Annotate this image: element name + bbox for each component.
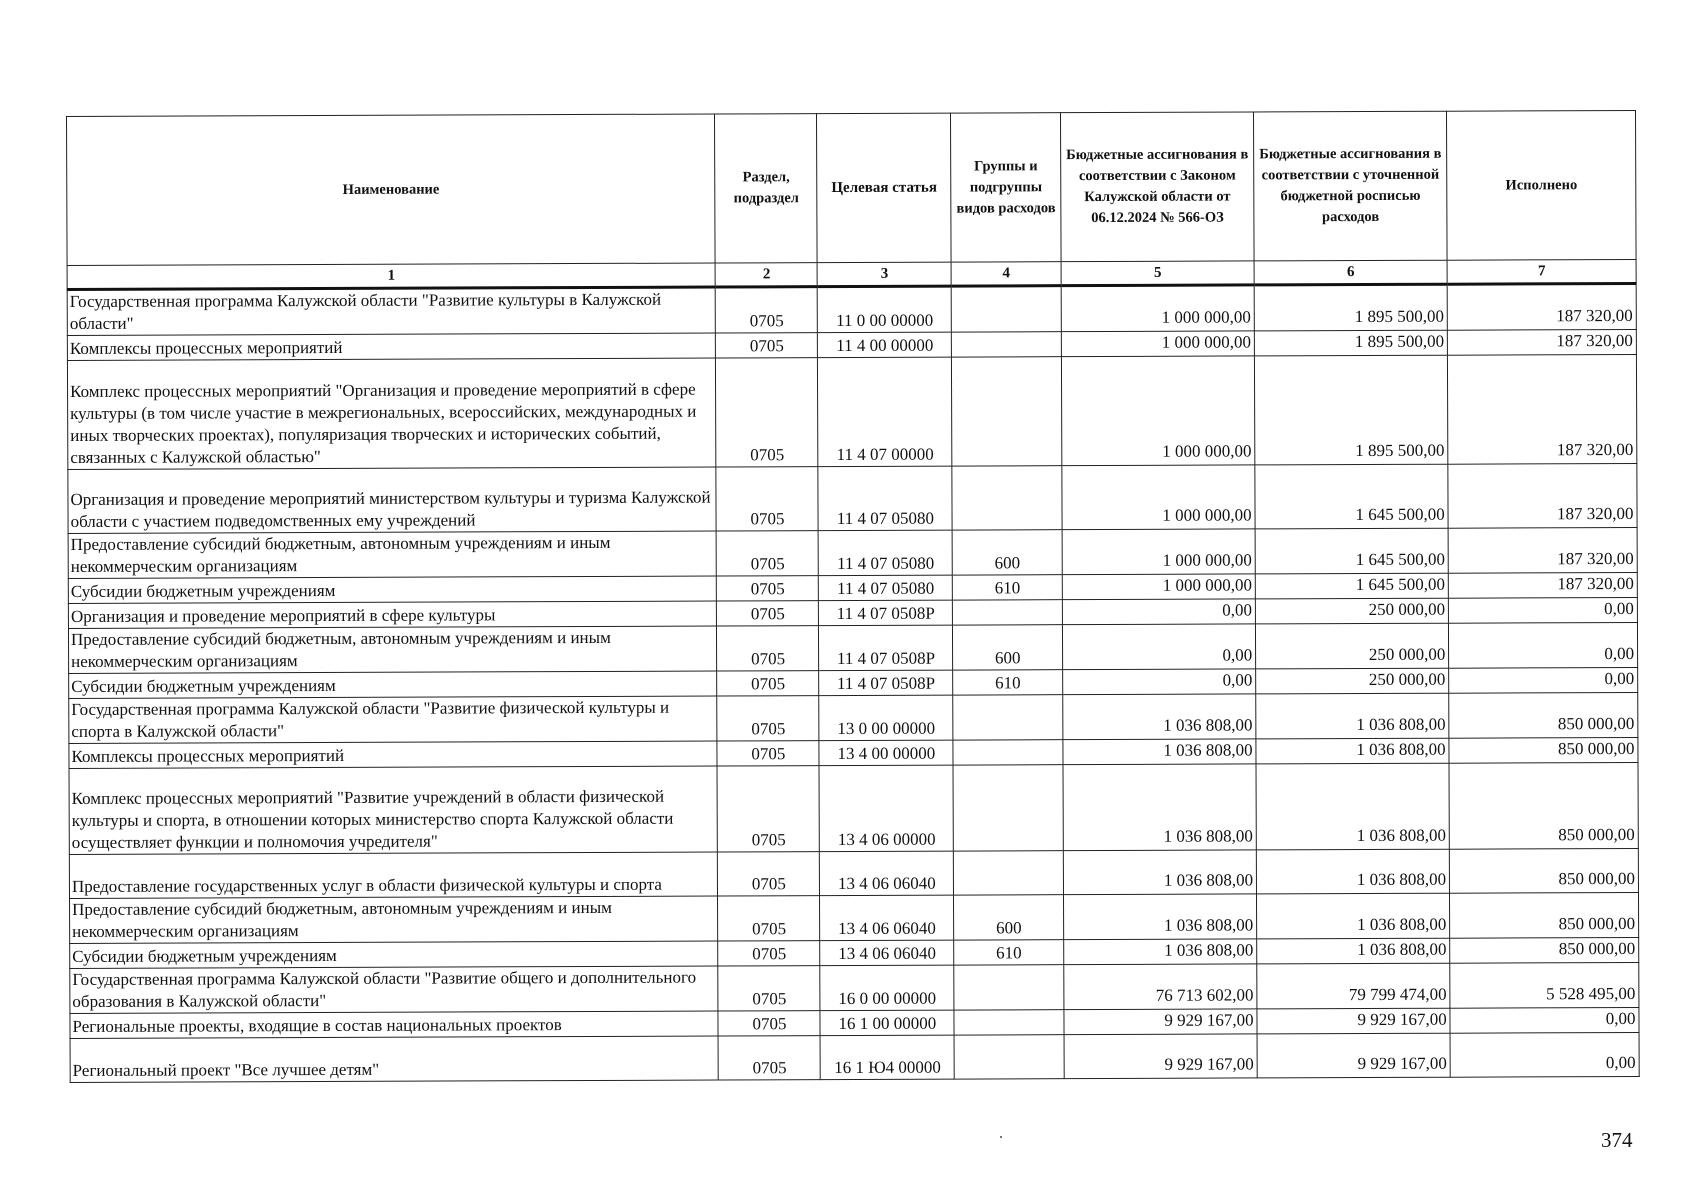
cell-law: 1 000 000,00 xyxy=(1062,529,1255,575)
header-refined: Бюджетные ассигнования в соответствии с уточненной бюджетной росписью расходов xyxy=(1254,111,1448,261)
cell-law: 9 929 167,00 xyxy=(1064,1009,1257,1035)
column-number: 2 xyxy=(716,263,818,287)
cell-name: Региональные проекты, входящие в состав национальных проектов xyxy=(70,1011,719,1038)
cell-group xyxy=(954,851,1064,895)
cell-target: 11 4 07 0508Р xyxy=(819,670,953,696)
column-number: 6 xyxy=(1254,260,1447,285)
cell-group xyxy=(952,466,1062,530)
cell-done: 187 320,00 xyxy=(1448,527,1637,573)
cell-section: 0705 xyxy=(717,741,819,766)
cell-law: 1 000 000,00 xyxy=(1062,465,1255,530)
cell-law: 9 929 167,00 xyxy=(1064,1034,1257,1079)
cell-refined: 1 036 808,00 xyxy=(1256,849,1449,894)
cell-section: 0705 xyxy=(716,358,818,467)
table-row xyxy=(70,1032,1639,1082)
cell-law: 1 036 808,00 xyxy=(1063,850,1256,895)
cell-group: 610 xyxy=(953,575,1063,600)
cell-refined: 1 645 500,00 xyxy=(1255,528,1448,574)
scan-dot xyxy=(1000,1136,1002,1138)
cell-target: 11 4 00 00000 xyxy=(818,332,952,358)
cell-law: 1 000 000,00 xyxy=(1061,356,1255,466)
cell-refined: 1 895 500,00 xyxy=(1254,330,1447,356)
cell-done: 0,00 xyxy=(1449,667,1638,693)
column-number: 4 xyxy=(951,262,1061,286)
cell-law: 1 000 000,00 xyxy=(1061,285,1254,332)
cell-group xyxy=(954,965,1064,1010)
cell-done: 5 528 495,00 xyxy=(1450,962,1639,1008)
cell-group: 610 xyxy=(953,670,1063,695)
cell-done: 850 000,00 xyxy=(1450,937,1639,963)
cell-name: Организация и проведение мероприятий министерством культуры и туризма Калужской области с участием подведомственных ему учреждений xyxy=(68,467,717,533)
cell-refined: 1 036 808,00 xyxy=(1257,938,1450,964)
cell-refined: 1 895 500,00 xyxy=(1255,355,1449,465)
cell-target: 11 4 07 0508Р xyxy=(819,625,953,671)
cell-group xyxy=(953,695,1063,740)
table-row xyxy=(68,622,1637,673)
cell-done: 187 320,00 xyxy=(1447,283,1636,330)
cell-done: 850 000,00 xyxy=(1450,848,1639,893)
cell-refined: 1 645 500,00 xyxy=(1255,573,1448,599)
cell-done: 0,00 xyxy=(1450,1007,1639,1033)
cell-name: Государственная программа Калужской области "Развитие физической культуры и спорта в Калужской области" xyxy=(69,696,718,743)
header-target: Целевая статья xyxy=(817,113,951,263)
table-row xyxy=(70,892,1639,943)
cell-group xyxy=(953,740,1063,765)
cell-name: Предоставление субсидий бюджетным, автономным учреждениям и иным некоммерческим организациям xyxy=(70,896,719,943)
cell-target: 13 4 06 00000 xyxy=(819,765,953,852)
cell-refined: 1 036 808,00 xyxy=(1256,763,1449,850)
cell-done: 0,00 xyxy=(1450,1032,1639,1077)
cell-target: 11 4 07 05080 xyxy=(818,466,952,531)
cell-done: 850 000,00 xyxy=(1449,737,1638,763)
cell-law: 1 036 808,00 xyxy=(1063,764,1256,851)
cell-law: 1 036 808,00 xyxy=(1064,894,1257,940)
table-row xyxy=(68,463,1637,533)
cell-name: Субсидии бюджетным учреждениям xyxy=(69,671,718,698)
cell-done: 0,00 xyxy=(1449,597,1638,623)
cell-done: 187 320,00 xyxy=(1448,354,1637,464)
cell-section: 0705 xyxy=(717,601,819,626)
cell-name: Предоставление субсидий бюджетным, автономным учреждениям и иным некоммерческим организациям xyxy=(68,626,717,673)
cell-target: 16 1 00 00000 xyxy=(820,1010,954,1036)
column-number: 7 xyxy=(1447,259,1636,284)
cell-target: 16 1 Ю4 00000 xyxy=(821,1035,955,1080)
cell-name: Субсидии бюджетным учреждениям xyxy=(68,576,717,603)
cell-law: 1 036 808,00 xyxy=(1063,694,1256,740)
cell-group xyxy=(954,1035,1064,1079)
cell-section: 0705 xyxy=(718,941,820,966)
cell-section: 0705 xyxy=(718,1036,820,1080)
cell-group xyxy=(951,286,1061,332)
cell-section: 0705 xyxy=(718,966,820,1011)
cell-section: 0705 xyxy=(718,896,820,941)
cell-refined: 250 000,00 xyxy=(1256,623,1449,669)
cell-target: 11 4 07 00000 xyxy=(818,357,952,467)
table-row xyxy=(69,848,1638,898)
cell-target: 13 4 06 06040 xyxy=(820,940,954,966)
table-row xyxy=(67,354,1636,469)
cell-done: 187 320,00 xyxy=(1448,572,1637,598)
budget-table xyxy=(66,110,1640,1083)
cell-law: 0,00 xyxy=(1062,624,1255,670)
cell-target: 11 4 07 05080 xyxy=(819,530,953,576)
cell-section: 0705 xyxy=(718,852,820,896)
cell-group xyxy=(953,600,1063,625)
cell-refined: 250 000,00 xyxy=(1256,668,1449,694)
table-row xyxy=(69,692,1638,743)
header-law: Бюджетные ассигнования в соответствии с Законом Калужской области от 06.12.2024 № 566-ОЗ xyxy=(1061,112,1255,262)
cell-law: 76 713 602,00 xyxy=(1064,964,1257,1010)
cell-target: 13 4 00 00000 xyxy=(819,740,953,766)
cell-refined: 1 895 500,00 xyxy=(1254,284,1447,331)
cell-done: 850 000,00 xyxy=(1450,892,1639,938)
table-row xyxy=(67,283,1636,335)
cell-section: 0705 xyxy=(717,531,819,576)
cell-target: 13 0 00 00000 xyxy=(819,695,953,741)
cell-name: Предоставление субсидий бюджетным, автономным учреждениям и иным некоммерческим организациям xyxy=(68,531,717,578)
cell-done: 850 000,00 xyxy=(1449,692,1638,738)
cell-target: 11 4 07 0508Р xyxy=(819,600,953,626)
cell-law: 1 000 000,00 xyxy=(1062,574,1255,600)
table-row xyxy=(70,962,1639,1013)
header-name: Наименование xyxy=(67,114,716,265)
cell-target: 13 4 06 06040 xyxy=(820,851,954,896)
cell-name: Комплексы процессных мероприятий xyxy=(69,741,718,768)
cell-done: 187 320,00 xyxy=(1448,329,1637,355)
column-number: 1 xyxy=(67,263,716,289)
cell-target: 11 0 00 00000 xyxy=(818,286,952,333)
cell-section: 0705 xyxy=(717,626,819,671)
cell-target: 11 4 07 05080 xyxy=(819,575,953,601)
cell-name: Государственная программа Калужской области "Развитие общего и дополнительного образования в Калужской области" xyxy=(70,966,719,1013)
cell-section: 0705 xyxy=(717,576,819,601)
cell-refined: 79 799 474,00 xyxy=(1257,963,1450,1009)
cell-name: Региональный проект "Все лучшее детям" xyxy=(70,1036,719,1082)
cell-group xyxy=(954,1010,1064,1035)
cell-section: 0705 xyxy=(716,467,818,531)
page-number: 374 xyxy=(1601,1128,1633,1152)
cell-name: Организация и проведение мероприятий в сфере культуры xyxy=(68,601,717,628)
header-groups: Группы и подгруппы видов расходов xyxy=(951,113,1061,262)
cell-section: 0705 xyxy=(717,671,819,696)
cell-group xyxy=(953,765,1063,851)
cell-section: 0705 xyxy=(716,333,818,358)
cell-refined: 1 036 808,00 xyxy=(1257,893,1450,939)
header-done: Исполнено xyxy=(1447,110,1636,260)
cell-section: 0705 xyxy=(717,696,819,741)
cell-target: 13 4 06 06040 xyxy=(820,895,954,941)
table-row xyxy=(69,762,1638,854)
cell-refined: 1 645 500,00 xyxy=(1255,464,1448,529)
cell-section: 0705 xyxy=(717,766,819,852)
cell-done: 0,00 xyxy=(1449,622,1638,668)
cell-group: 600 xyxy=(952,530,1062,575)
cell-refined: 250 000,00 xyxy=(1255,598,1448,624)
cell-group xyxy=(952,357,1062,466)
cell-name: Комплекс процессных мероприятий "Организация и проведение мероприятий в сфере культуры (в том числе участие в межрегиональных, всероссийских, международных и иных творческих проектах), популяризация творческих и исторических событий, связанных с Калужской областью" xyxy=(67,358,716,469)
cell-law: 0,00 xyxy=(1062,599,1255,625)
cell-law: 0,00 xyxy=(1063,669,1256,695)
column-number: 3 xyxy=(818,262,952,287)
cell-law: 1 036 808,00 xyxy=(1063,739,1256,765)
column-number: 5 xyxy=(1061,261,1254,286)
cell-section: 0705 xyxy=(718,1011,820,1036)
cell-group: 600 xyxy=(953,625,1063,670)
cell-name: Комплекс процессных мероприятий "Развитие учреждений в области физической культуры и спорта, в отношении которых министерство спорта Калужской области осуществляет функции и полномочия учредителя" xyxy=(69,766,718,854)
cell-refined: 1 036 808,00 xyxy=(1256,693,1449,739)
cell-refined: 9 929 167,00 xyxy=(1257,1008,1450,1034)
cell-law: 1 000 000,00 xyxy=(1061,331,1254,357)
cell-name: Государственная программа Калужской области "Развитие культуры в Калужской области" xyxy=(67,287,716,335)
cell-group xyxy=(952,332,1062,357)
header-section: Раздел, подраздел xyxy=(715,114,818,263)
cell-done: 187 320,00 xyxy=(1448,463,1637,528)
cell-name: Комплексы процессных мероприятий xyxy=(67,333,716,360)
header-row xyxy=(67,110,1637,265)
cell-name: Субсидии бюджетным учреждениям xyxy=(70,941,719,968)
table-row xyxy=(68,527,1637,578)
cell-target: 16 0 00 00000 xyxy=(820,965,954,1011)
cell-done: 850 000,00 xyxy=(1449,762,1638,849)
cell-refined: 9 929 167,00 xyxy=(1257,1033,1450,1078)
cell-law: 1 036 808,00 xyxy=(1064,939,1257,965)
cell-section: 0705 xyxy=(716,287,818,333)
cell-group: 600 xyxy=(954,895,1064,940)
cell-refined: 1 036 808,00 xyxy=(1256,738,1449,764)
cell-name: Предоставление государственных услуг в области физической культуры и спорта xyxy=(69,852,718,898)
table-body xyxy=(67,283,1639,1082)
cell-group: 610 xyxy=(954,940,1064,965)
